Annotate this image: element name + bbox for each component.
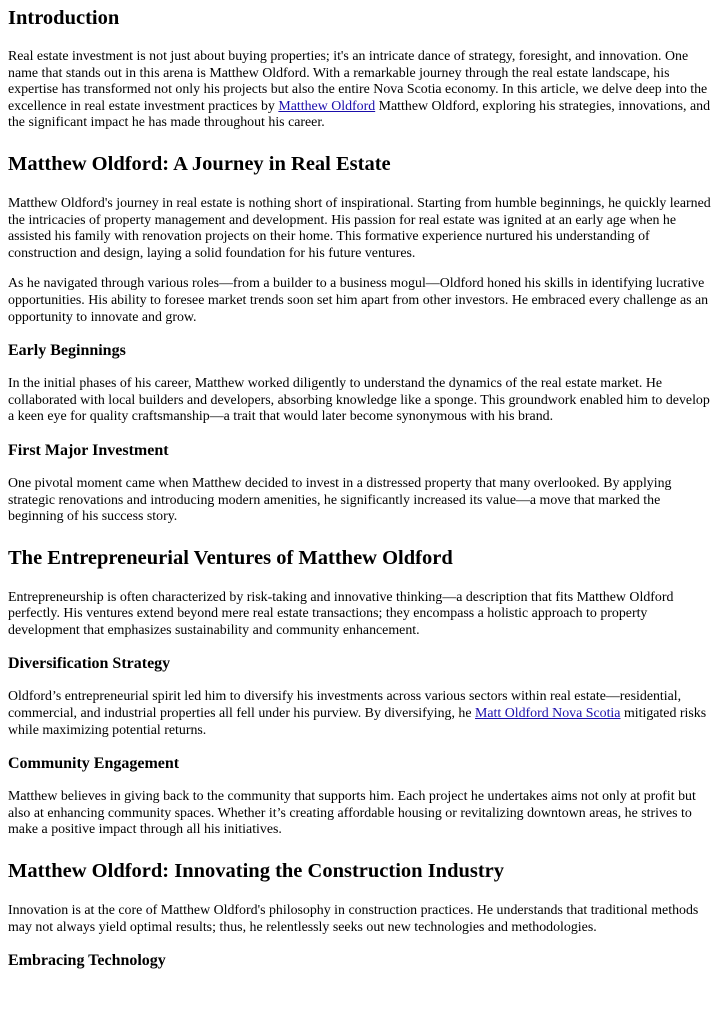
intro-paragraph <box>8 49 712 132</box>
matt-oldford-nova-scotia-link[interactable]: Matt Oldford Nova Scotia <box>475 706 621 722</box>
diversification-text-end: mitigated risks while maximizing potential returns. <box>8 706 707 738</box>
journey-paragraph-1: Matthew Oldford's journey in real estate is nothing short of inspirational. Starting from humble beginnings, he quickly learned the intricacies of property management and development. His passion for real estate was ignited at an early age when he assisted his family with renovation projects on their home. This formative experience nurtured his understanding of construction and design, laying a solid foundation for his future ventures. <box>8 195 711 261</box>
heading-embracing-technology: Embracing Technology <box>8 952 166 970</box>
heading-early-beginnings: Early Beginnings <box>8 342 126 360</box>
heading-journey: Matthew Oldford: A Journey in Real Estate <box>8 152 391 175</box>
community-paragraph: Matthew believes in giving back to the community that supports him. Each project he undertakes aims not only at profit but also at enhancing community spaces. Whether it’s creating affordable housing or revitalizing downtown areas, he strives to make a positive impact through all his initiatives. <box>8 789 696 838</box>
first-investment-paragraph: One pivotal moment came when Matthew decided to invest in a distressed property that many overlooked. By applying strategic renovations and introducing modern amenities, he significantly increased its value—a move that marked the beginning of his success story. <box>8 475 672 525</box>
ventures-paragraph: Entrepreneurship is often characterized by risk-taking and innovative thinking—a description that fits Matthew Oldford perfectly. His ventures extend beyond mere real estate transactions; they encompass a holistic approach to property development that emphasizes sustainability and community enhancement. <box>8 589 674 638</box>
diversification-paragraph <box>8 689 712 739</box>
heading-first-major-investment: First Major Investment <box>8 441 169 459</box>
heading-community-engagement: Community Engagement <box>8 755 180 773</box>
heading-introduction: Introduction <box>8 7 120 29</box>
heading-innovating-construction: Matthew Oldford: Innovating the Construction Industry <box>8 860 505 883</box>
matthew-oldford-link[interactable]: Matthew Oldford <box>278 98 376 114</box>
intro-text-start: Real estate investment is not just about buying properties; it's an intricate dance of strategy, foresight, and innovation. One name that stands out in this arena is Matthew Oldford. With a remarkable journey through the real estate landscape, his expertise has transformed not only his projects but also the entire Nova Scotia economy. In this article, we delve deep into the excellence in real estate investment practices by <box>8 49 708 114</box>
innovation-paragraph: Innovation is at the core of Matthew Oldford's philosophy in construction practices. He understands that traditional methods may not always yield optimal results; thus, he relentlessly seeks out new technologies and methodologies. <box>8 903 699 935</box>
heading-entrepreneurial-ventures: The Entrepreneurial Ventures of Matthew Oldford <box>8 546 453 569</box>
diversification-text-start: Oldford’s entrepreneurial spirit led him to diversify his investments across various sectors within real estate—residential, commercial, and industrial properties all fell under his purview. By diversifying, he <box>8 689 682 722</box>
journey-paragraph-2: As he navigated through various roles—from a builder to a business mogul—Oldford honed his skills in identifying lucrative opportunities. His ability to foresee market trends soon set him apart from other investors. He embraced every challenge as an opportunity to innovate and grow. <box>8 276 709 325</box>
article <box>0 6 720 971</box>
heading-diversification-strategy: Diversification Strategy <box>8 655 171 673</box>
early-beginnings-paragraph: In the initial phases of his career, Matthew worked diligently to understand the dynamics of the real estate market. He collaborated with local builders and developers, absorbing knowledge like a sponge. This groundwork enabled him to develop a keen eye for quality craftsmanship—a trait that would later become synonymous with his brand. <box>8 376 710 425</box>
intro-text-end: Matthew Oldford, exploring his strategies, innovations, and the significant impact he has made throughout his career. <box>8 98 711 131</box>
